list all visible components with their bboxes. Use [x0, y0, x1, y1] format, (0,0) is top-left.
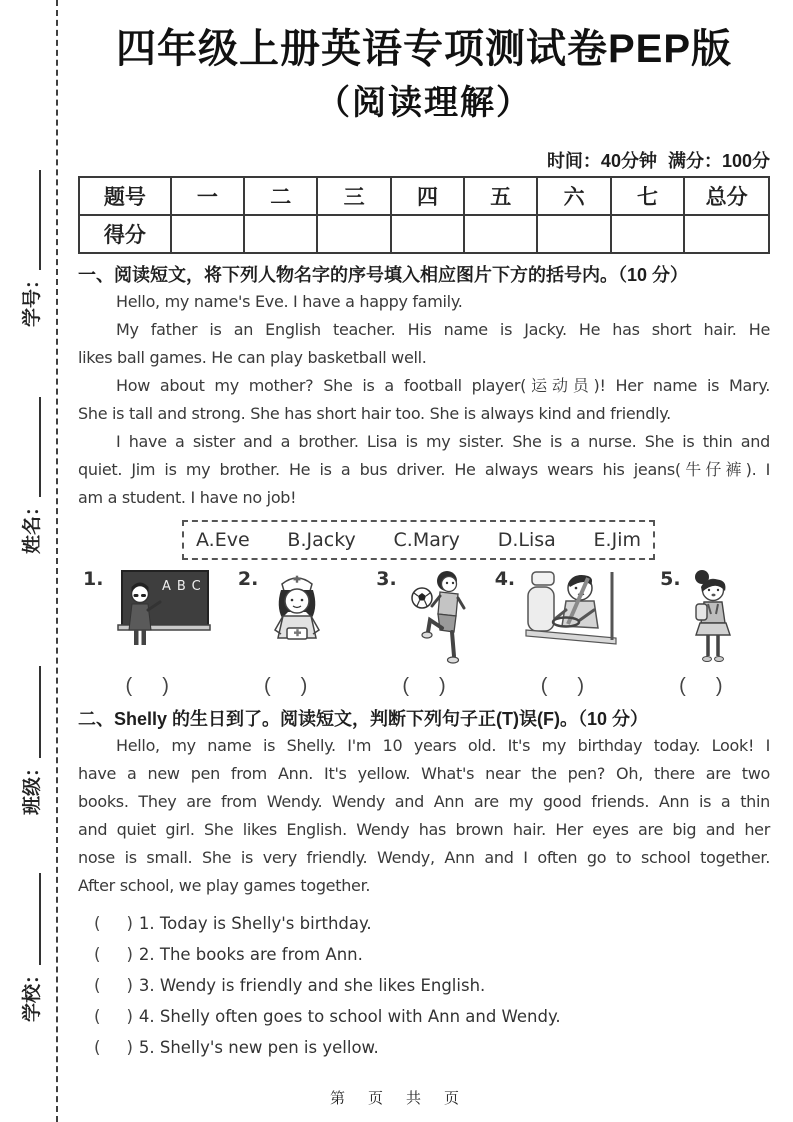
- answer-bracket-5: [632, 675, 770, 698]
- picture-item-2: [216, 568, 354, 698]
- picture-item-5: [632, 568, 770, 698]
- student-girl-icon: [684, 568, 742, 668]
- question-text: 2. The books are from Ann.: [138, 945, 363, 964]
- passage-line: have a new pen from Ann. It's yellow. What's near the pen? Oh, there are two: [78, 764, 770, 783]
- seal-dashed-line: [56, 0, 58, 1122]
- score-header-cell: 总分: [684, 177, 769, 215]
- question-row-5: [78, 1032, 770, 1063]
- score-empty-cell: [537, 215, 610, 253]
- bracket-close: ): [126, 1007, 133, 1026]
- score-header-cell: 四: [391, 177, 464, 215]
- passage-line: How about my mother? She is a football player(运动员)! Her name is Mary.: [116, 376, 770, 395]
- passage-line: My father is an English teacher. His name is Jacky. He has short hair. He: [116, 320, 770, 339]
- class-blank-line: [19, 666, 42, 758]
- score-header-cell: 七: [611, 177, 684, 215]
- bracket-close: ): [126, 976, 133, 995]
- bracket-close: ): [577, 675, 585, 697]
- bracket-open: (: [263, 675, 271, 697]
- score-empty-cell: [391, 215, 464, 253]
- option-mary: C.Mary: [393, 529, 460, 551]
- bracket-close: ): [300, 675, 308, 697]
- score-table-header-row: [79, 177, 769, 215]
- bracket-close: ): [126, 945, 133, 964]
- passage-line: Hello, my name's Eve. I have a happy family.: [116, 292, 463, 311]
- bus-driver-icon: [518, 568, 630, 656]
- student-id-blank-line: [19, 170, 42, 270]
- bracket-open: (: [540, 675, 548, 697]
- bracket-open: (: [402, 675, 410, 697]
- name-label: 姓名：: [21, 496, 43, 554]
- bracket-open: (: [94, 945, 101, 964]
- picture-number: 4.: [494, 568, 516, 590]
- score-table-score-row: [79, 215, 769, 253]
- bracket-open: (: [679, 675, 686, 697]
- picture-item-3: [355, 568, 493, 698]
- picture-item-1: [78, 568, 216, 698]
- passage-line: Hello, my name is Shelly. I'm 10 years old. It's my birthday today. Look! I: [116, 736, 770, 755]
- score-header-cell: 题号: [79, 177, 171, 215]
- nurse-icon: [261, 568, 333, 660]
- passage-line: After school, we play games together.: [78, 876, 371, 895]
- score-empty-cell: [611, 215, 684, 253]
- passage-line: likes ball games. He can play basketball well.: [78, 348, 427, 367]
- score-empty-cell: [317, 215, 390, 253]
- score-empty-cell: [171, 215, 244, 253]
- score-empty-cell: [684, 215, 769, 253]
- option-eve: A.Eve: [196, 529, 250, 551]
- score-header-cell: 二: [244, 177, 317, 215]
- student-id-field: [17, 170, 44, 327]
- paper-subtitle: （阅读理解）: [316, 84, 532, 122]
- picture-matching-row: [78, 568, 770, 698]
- svg-text:ABC: ABC: [162, 579, 208, 594]
- bracket-close: ): [126, 914, 133, 933]
- football-player-icon: [400, 568, 472, 668]
- question-row-2: [78, 939, 770, 970]
- bracket-close: ): [715, 675, 723, 697]
- bracket-close: ): [126, 1038, 133, 1057]
- passage-line: nose is small. She is very friendly. Wendy, Ann and I often go to school together.: [78, 848, 770, 867]
- name-options-box: [182, 520, 655, 560]
- answer-bracket-2: [216, 675, 354, 698]
- score-header-cell: 一: [171, 177, 244, 215]
- school-field: [17, 873, 44, 1022]
- bracket-open: (: [125, 675, 133, 697]
- bracket-close: ): [162, 675, 169, 697]
- school-blank-line: [19, 873, 42, 965]
- picture-number: 5.: [660, 568, 681, 590]
- student-info-rail: [6, 0, 54, 1122]
- name-field: [17, 397, 44, 554]
- option-lisa: D.Lisa: [497, 529, 556, 551]
- question-text: 1. Today is Shelly's birthday.: [138, 914, 372, 933]
- question-row-3: [78, 970, 770, 1001]
- picture-number: 3.: [376, 568, 397, 590]
- answer-bracket-1: [78, 675, 216, 698]
- picture-number: 2.: [237, 568, 259, 590]
- section2-passage: [78, 732, 770, 900]
- option-jim: E.Jim: [593, 529, 641, 551]
- picture-item-4: [493, 568, 631, 698]
- passage-line: and quiet girl. She likes English. Wendy has brown hair. Her eyes are big and her: [78, 820, 770, 839]
- bracket-open: (: [94, 1038, 101, 1057]
- score-empty-cell: [244, 215, 317, 253]
- passage-line: quiet. Jim is my brother. He is a bus driver. He always wears his jeans(牛仔裤). I: [78, 460, 770, 479]
- paper-title: 四年级上册英语专项测试卷PEP版: [115, 27, 733, 71]
- score-header-cell: 三: [317, 177, 390, 215]
- question-row-4: [78, 1001, 770, 1032]
- student-id-label: 学号：: [21, 269, 43, 327]
- question-text: 3. Wendy is friendly and she likes English.: [138, 976, 486, 995]
- score-empty-cell: [464, 215, 537, 253]
- passage-line: I have a sister and a brother. Lisa is my sister. She is a nurse. She is thin and: [116, 432, 770, 451]
- class-field: [17, 666, 44, 815]
- score-table: [78, 176, 770, 254]
- bracket-open: (: [94, 914, 101, 933]
- passage-line: am a student. I have no job!: [78, 488, 297, 507]
- bracket-open: (: [94, 1007, 101, 1026]
- page-footer: 第 页 共 页: [329, 1090, 463, 1107]
- option-jacky: B.Jacky: [287, 529, 356, 551]
- score-row-label: 得分: [79, 215, 171, 253]
- time-score-info: 时间：40分钟 满分：100分: [546, 151, 770, 171]
- picture-number: 1.: [82, 568, 104, 590]
- passage-line: She is tall and strong. She has short hair too. She is always kind and friendly.: [78, 404, 671, 423]
- answer-bracket-3: [355, 675, 493, 698]
- section1-passage: [78, 288, 770, 512]
- question-text: 4. Shelly often goes to school with Ann and Wendy.: [138, 1007, 561, 1026]
- score-header-cell: 六: [537, 177, 610, 215]
- section1-heading: 一、阅读短文，将下列人物名字的序号填入相应图片下方的括号内。（10 分）: [78, 265, 689, 285]
- question-text: 5. Shelly's new pen is yellow.: [138, 1038, 379, 1057]
- answer-bracket-4: [493, 675, 631, 698]
- passage-line: books. They are from Wendy. Wendy and Ann are my good friends. Ann is a thin: [78, 792, 770, 811]
- question-row-1: [78, 908, 770, 939]
- section2-heading: 二、Shelly 的生日到了。阅读短文，判断下列句子正(T)误(F)。（10 分）: [78, 709, 649, 729]
- name-blank-line: [19, 397, 42, 497]
- bracket-open: (: [94, 976, 101, 995]
- teacher-blackboard-icon: [106, 568, 211, 660]
- paper-content: [78, 0, 770, 1063]
- score-header-cell: 五: [464, 177, 537, 215]
- bracket-close: ): [439, 675, 446, 697]
- class-label: 班级：: [21, 757, 43, 815]
- true-false-questions: [78, 908, 770, 1063]
- school-label: 学校：: [21, 964, 43, 1022]
